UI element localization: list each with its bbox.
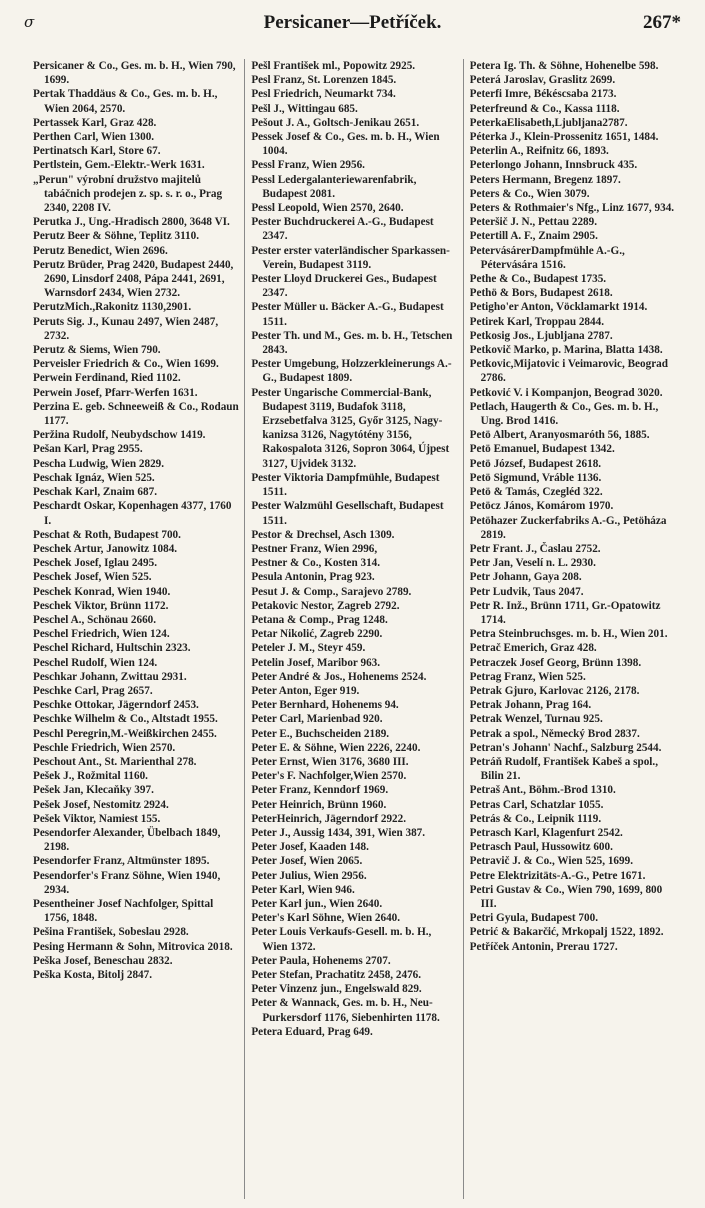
directory-entry: Pešek J., Rožmital 1160.	[33, 770, 148, 783]
directory-entry: Peschel Richard, Hultschin 2323.	[33, 642, 191, 655]
directory-entry: Petö József, Budapest 2618.	[469, 457, 602, 470]
directory-entry: PeterkaElisabeth,Ljubljana2787.	[469, 116, 628, 129]
directory-entry: Pessl Leopold, Wien 2570, 2640.	[251, 202, 404, 215]
directory-entry: Petkovic,Mijatovic i Veimarovic, Beograd 2786.	[469, 358, 668, 385]
directory-entry: Petráň Rudolf, František Kabeš a spol., Bilin 21.	[469, 755, 658, 783]
directory-entry: Peter Stefan, Prachatitz 2458, 2476.	[251, 969, 422, 981]
directory-entry: Perwein Josef, Pfarr-Werfen 1631.	[33, 386, 198, 399]
directory-entry: Petraš Ant., Böhm.-Brod 1310.	[469, 784, 616, 797]
directory-column-middle	[251, 59, 463, 1199]
directory-entry: Peter J., Aussig 1434, 391, Wien 387.	[251, 826, 426, 839]
page-number: 267*	[643, 12, 681, 33]
directory-entry: PetervásárerDampfmühle A.-G., Pétervására 1516.	[469, 244, 625, 271]
directory-entry: Pesl Franz, St. Lorenzen 1845.	[251, 74, 397, 87]
directory-entry: Peschek Josef, Wien 525.	[33, 571, 152, 584]
directory-entry: Petre Elektrizitäts-A.-G., Petre 1671.	[469, 869, 646, 882]
directory-entry: Petö Emanuel, Budapest 1342.	[469, 443, 615, 456]
directory-entry: Petirek Karl, Troppau 2844.	[469, 315, 605, 328]
directory-entry: Peschout Ant., St. Marienthal 278.	[33, 755, 197, 768]
directory-entry: Petra Steinbruchsges. m. b. H., Wien 201.	[469, 628, 668, 641]
page-header	[0, 0, 705, 44]
directory-column-left	[33, 59, 245, 1199]
directory-entry: Perzina E. geb. Schneeweiß & Co., Rodaun 1177.	[33, 400, 239, 428]
directory-entry: Pesentheiner Josef Nachfolger, Spittal 1756, 1848.	[33, 897, 214, 925]
directory-entry: Pešl J., Wittingau 685.	[251, 102, 358, 115]
directory-entry: Peter E., Buchscheiden 2189.	[251, 727, 390, 740]
directory-entry: Peterlin A., Reifnitz 66, 1893.	[469, 145, 609, 158]
directory-entry: Peters & Rothmaier's Nfg., Linz 1677, 934.	[469, 202, 675, 215]
directory-entry: Pestor & Drechsel, Asch 1309.	[251, 528, 395, 541]
directory-entry: Peterfi Imre, Békéscsaba 2173.	[469, 88, 617, 101]
directory-entry: Peter Josef, Kaaden 148.	[251, 841, 369, 854]
directory-entry: „Perun" výrobní družstvo majitelů tabáčnich prodejen z. sp. s. r. o., Prag 2340, 2208 IV.	[33, 173, 223, 215]
directory-entry: Pešek Jan, Klecaňky 397.	[33, 784, 154, 797]
directory-entry: Pester Th. und M., Ges. m. b. H., Tetschen 2843.	[251, 329, 453, 357]
directory-entry: Peter Franz, Kenndorf 1969.	[251, 784, 389, 797]
directory-entry: Petana & Comp., Prag 1248.	[251, 613, 388, 626]
directory-entry: Peter Karl, Wien 946.	[251, 883, 355, 896]
directory-entry: Peter Vinzenz jun., Engelswald 829.	[251, 983, 422, 996]
directory-entry: Pertak Thaddäus & Co., Ges. m. b. H., Wien 2064, 2570.	[33, 88, 218, 115]
directory-entry: Peschke Carl, Prag 2657.	[33, 684, 153, 697]
directory-entry: Peschat & Roth, Budapest 700.	[33, 528, 181, 541]
directory-entry: Pester Ungarische Commercial-Bank, Budapest 3119, Budafok 3118, Erzsebetfalva 3125, Győr 3125, Nagy-kanizsa 3126, Nagytótény 3156, Rakospalota 3126, Sopron 3064, Újpest 3127, Ujvidek 3132.	[251, 386, 450, 470]
directory-entry: Peška Josef, Beneschau 2832.	[33, 954, 173, 967]
directory-entry: Pessek Josef & Co., Ges. m. b. H., Wien 1004.	[251, 131, 440, 158]
directory-entry: Pešina František, Sobeslau 2928.	[33, 926, 189, 939]
directory-entry: Petö Albert, Aranyosmaróth 56, 1885.	[469, 429, 650, 442]
directory-entry: Pester Buchdruckerei A.-G., Budapest 2347.	[251, 216, 434, 243]
directory-entry: Petr R. Inž., Brünn 1711, Gr.-Opatowitz 1714.	[469, 599, 661, 626]
directory-entry: Peschle Friedrich, Wien 2570.	[33, 741, 176, 754]
directory-entry: Petlach, Haugerth & Co., Ges. m. b. H., Ung. Brod 1416.	[469, 400, 659, 428]
directory-entry: Peržina Rudolf, Neubydschow 1419.	[33, 429, 206, 442]
directory-entry: Peteršič J. N., Pettau 2289.	[469, 216, 598, 229]
directory-entry: Petraczek Josef Georg, Brünn 1398.	[469, 656, 642, 669]
directory-entry: Peter Josef, Wien 2065.	[251, 855, 363, 868]
directory-entry: Petri Gustav & Co., Wien 790, 1699, 800 III.	[469, 883, 663, 910]
directory-entry: Petrasch Paul, Hussowitz 600.	[469, 841, 613, 854]
directory-entry: Perutz & Siems, Wien 790.	[33, 344, 161, 357]
directory-entry: Pesl Friedrich, Neumarkt 734.	[251, 88, 396, 101]
directory-entry: Petrás & Co., Leipnik 1119.	[469, 812, 602, 825]
directory-entry: Pethö & Bors, Budapest 2618.	[469, 287, 613, 300]
directory-entry: Peterfreund & Co., Kassa 1118.	[469, 102, 620, 115]
directory-entry: Pešl František ml., Popowitz 2925.	[251, 60, 416, 72]
page-title: Persicaner—Petříček.	[263, 12, 442, 33]
directory-entry: Pesendorfer Franz, Altmünster 1895.	[33, 855, 210, 868]
directory-entry: Peter E. & Söhne, Wien 2226, 2240.	[251, 741, 421, 754]
directory-entry: Peschek Viktor, Brünn 1172.	[33, 599, 169, 612]
directory-entry: Petri Gyula, Budapest 700.	[469, 912, 599, 925]
directory-entry: Peter Bernhard, Hohenems 94.	[251, 699, 399, 712]
directory-entry: Petrak Johann, Prag 164.	[469, 699, 592, 712]
directory-entry: Petr Johann, Gaya 208.	[469, 571, 582, 584]
directory-entry: Peter Heinrich, Brünn 1960.	[251, 798, 387, 811]
directory-entry: Peter Anton, Eger 919.	[251, 684, 360, 697]
directory-entry: Pestner Franz, Wien 2996,	[251, 542, 378, 555]
directory-entry: Pešout J. A., Goltsch-Jenikau 2651.	[251, 116, 420, 129]
directory-entry: Persicaner & Co., Ges. m. b. H., Wien 790, 1699.	[33, 60, 236, 87]
directory-entry: Peter's F. Nachfolger,Wien 2570.	[251, 770, 407, 783]
directory-entry: Peter Carl, Marienbad 920.	[251, 713, 383, 726]
directory-entry: Peschek Konrad, Wien 1940.	[33, 585, 171, 598]
directory-entry: Peterá Jaroslav, Graslitz 2699.	[469, 74, 616, 87]
directory-entry: Peschek Josef, Iglau 2495.	[33, 557, 157, 570]
directory-entry: Pethe & Co., Budapest 1735.	[469, 273, 607, 286]
directory-entry: Pertassek Karl, Graz 428.	[33, 116, 157, 129]
directory-entry: Pestner & Co., Kosten 314.	[251, 557, 381, 570]
directory-column-right	[470, 59, 677, 1199]
directory-entry: Peschke Ottokar, Jägerndorf 2453.	[33, 699, 199, 712]
directory-entry: Pester Lloyd Druckerei Ges., Budapest 2347.	[251, 273, 437, 300]
directory-entry: Petera Ig. Th. & Söhne, Hohenelbe 598.	[469, 60, 659, 72]
directory-entry: Petelin Josef, Maribor 963.	[251, 656, 381, 669]
directory-entry: Péterka J., Klein-Prossenitz 1651, 1484.	[469, 131, 659, 144]
directory-entry: Pessl Ledergalanteriewarenfabrik, Budapest 2081.	[251, 173, 417, 200]
directory-entry: Peruts Sig. J., Kunau 2497, Wien 2487, 2732.	[33, 315, 219, 342]
directory-entry: Peter Karl jun., Wien 2640.	[251, 897, 383, 910]
directory-entry: Petković V. i Kompanjon, Beograd 3020.	[469, 386, 663, 399]
directory-entry: Pester Viktoria Dampfmühle, Budapest 1511.	[251, 471, 440, 499]
directory-entry: Pešek Josef, Nestomitz 2924.	[33, 798, 169, 811]
directory-entry: Peschak Karl, Znaim 687.	[33, 486, 157, 499]
directory-entry: Perutz Brüder, Prag 2420, Budapest 2440, 2690, Linsdorf 2408, Pápa 2441, 2691, Warnsdorf 2434, Wien 2732.	[33, 258, 234, 300]
directory-entry: Pesut J. & Comp., Sarajevo 2789.	[251, 585, 412, 598]
directory-entry: Pester Umgebung, Holzzerkleinerungs A.-G., Budapest 1809.	[251, 358, 452, 385]
directory-entry: PerutzMich.,Rakonitz 1130,2901.	[33, 301, 192, 314]
directory-entry: Peters Hermann, Bregenz 1897.	[469, 173, 621, 186]
directory-entry: Pešan Karl, Prag 2955.	[33, 443, 143, 456]
directory-entry: Pesing Hermann & Sohn, Mitrovica 2018.	[33, 940, 233, 953]
directory-entry: Petr Ludvik, Taus 2047.	[469, 585, 584, 598]
directory-entry: Peter's Karl Söhne, Wien 2640.	[251, 912, 401, 925]
directory-entry: Petr Jan, Veselí n. L. 2930.	[469, 557, 596, 570]
directory-entry: Peterlongo Johann, Innsbruck 435.	[469, 159, 638, 172]
directory-entry: Petrač Emerich, Graz 428.	[469, 642, 597, 655]
directory-entry: Pertlstein, Gem.-Elektr.-Werk 1631.	[33, 159, 205, 172]
directory-entry: Petkosig Jos., Ljubljana 2787.	[469, 329, 613, 342]
directory-entry: Petrić & Bakarčić, Mrkopalj 1522, 1892.	[469, 926, 664, 939]
corner-mark: σ	[24, 13, 35, 31]
directory-entry: Peška Kosta, Bitolj 2847.	[33, 969, 153, 981]
directory-entry: Peschardt Oskar, Kopenhagen 4377, 1760 I.	[33, 500, 232, 527]
directory-entry: Pester Müller u. Bäcker A.-G., Budapest 1511.	[251, 301, 444, 328]
directory-columns	[33, 59, 677, 1199]
directory-entry: Peschak Ignáz, Wien 525.	[33, 471, 155, 484]
directory-entry: Petöcz János, Komárom 1970.	[469, 500, 614, 513]
directory-entry: Pessl Franz, Wien 2956.	[251, 159, 365, 172]
directory-entry: Peter Louis Verkaufs-Gesell. m. b. H., Wien 1372.	[251, 926, 432, 953]
directory-entry: Petrak Wenzel, Turnau 925.	[469, 713, 603, 726]
directory-entry: Peter & Wannack, Ges. m. b. H., Neu-Purkersdorf 1176, Siebenhirten 1178.	[251, 997, 440, 1024]
directory-entry: Petkovič Marko, p. Marina, Blatta 1438.	[469, 344, 663, 357]
directory-entry: Peschl Peregrin,M.-Weißkirchen 2455.	[33, 727, 217, 740]
directory-entry: Petigho'er Anton, Vöcklamarkt 1914.	[469, 301, 648, 314]
directory-entry: Petras Carl, Schatzlar 1055.	[469, 798, 604, 811]
directory-entry: Perutka J., Ung.-Hradisch 2800, 3648 VI.	[33, 216, 230, 229]
directory-entry: Peters & Co., Wien 3079.	[469, 187, 590, 200]
directory-entry: Petr Frant. J., Časlau 2752.	[469, 542, 601, 555]
directory-entry: Peter André & Jos., Hohenems 2524.	[251, 670, 427, 683]
directory-entry: Peter Ernst, Wien 3176, 3680 III.	[251, 755, 409, 768]
directory-entry: Perutz Beer & Söhne, Teplitz 3110.	[33, 230, 200, 243]
directory-entry: Peschel Rudolf, Wien 124.	[33, 656, 158, 669]
directory-entry: PeterHeinrich, Jägerndorf 2922.	[251, 812, 407, 825]
directory-entry: Perutz Benedict, Wien 2696.	[33, 244, 168, 257]
directory-entry: Perthen Carl, Wien 1300.	[33, 131, 155, 144]
directory-entry: Pesula Antonin, Prag 923.	[251, 571, 375, 584]
directory-entry: Pester erster vaterländischer Sparkassen-Verein, Budapest 3119.	[251, 244, 450, 271]
directory-entry: Pesendorfer Alexander, Übelbach 1849, 2198.	[33, 826, 221, 854]
directory-entry: Petera Eduard, Prag 649.	[251, 1025, 373, 1038]
directory-entry: Pešek Viktor, Namiest 155.	[33, 812, 161, 825]
directory-entry: Petrak a spol., Německý Brod 2837.	[469, 727, 640, 740]
directory-entry: Petöhazer Zuckerfabriks A.-G., Petöháza 2819.	[469, 514, 667, 541]
directory-entry: Petakovic Nestor, Zagreb 2792.	[251, 599, 400, 612]
directory-entry: Petrak Gjuro, Karlovac 2126, 2178.	[469, 684, 640, 697]
directory-entry: Pertinatsch Karl, Store 67.	[33, 145, 161, 158]
directory-entry: Petravič J. & Co., Wien 525, 1699.	[469, 855, 633, 868]
directory-entry: Perwein Ferdinand, Ried 1102.	[33, 372, 181, 385]
directory-entry: Peschke Wilhelm & Co., Altstadt 1955.	[33, 713, 218, 726]
directory-entry: Peter Paula, Hohenems 2707.	[251, 954, 391, 967]
directory-entry: Peschel Friedrich, Wien 124.	[33, 628, 170, 641]
directory-entry: Peter Julius, Wien 2956.	[251, 869, 367, 882]
directory-entry: Peschkar Johann, Zwittau 2931.	[33, 670, 187, 683]
directory-entry: Petříček Antonin, Prerau 1727.	[469, 940, 618, 953]
directory-entry: Petrasch Karl, Klagenfurt 2542.	[469, 826, 623, 839]
directory-entry: Petö Sigmund, Vráble 1136.	[469, 471, 602, 484]
directory-entry: Petar Nikolić, Zagreb 2290.	[251, 628, 383, 641]
directory-entry: Petö & Tamás, Czegléd 322.	[469, 486, 603, 499]
directory-entry: Peteler J. M., Steyr 459.	[251, 642, 366, 655]
directory-entry: Pescha Ludwig, Wien 2829.	[33, 457, 165, 470]
directory-entry: Perveisler Friedrich & Co., Wien 1699.	[33, 358, 219, 371]
directory-entry: Peschel A., Schönau 2660.	[33, 613, 157, 626]
directory-entry: Pester Walzmühl Gesellschaft, Budapest 1511.	[251, 500, 444, 527]
directory-entry: Petran's Johann' Nachf., Salzburg 2544.	[469, 741, 662, 754]
directory-entry: Petrag Franz, Wien 525.	[469, 670, 586, 683]
directory-entry: Petertill A. F., Znaim 2905.	[469, 230, 598, 243]
directory-entry: Pesendorfer's Franz Söhne, Wien 1940, 2934.	[33, 869, 221, 896]
directory-entry: Peschek Artur, Janowitz 1084.	[33, 542, 178, 555]
